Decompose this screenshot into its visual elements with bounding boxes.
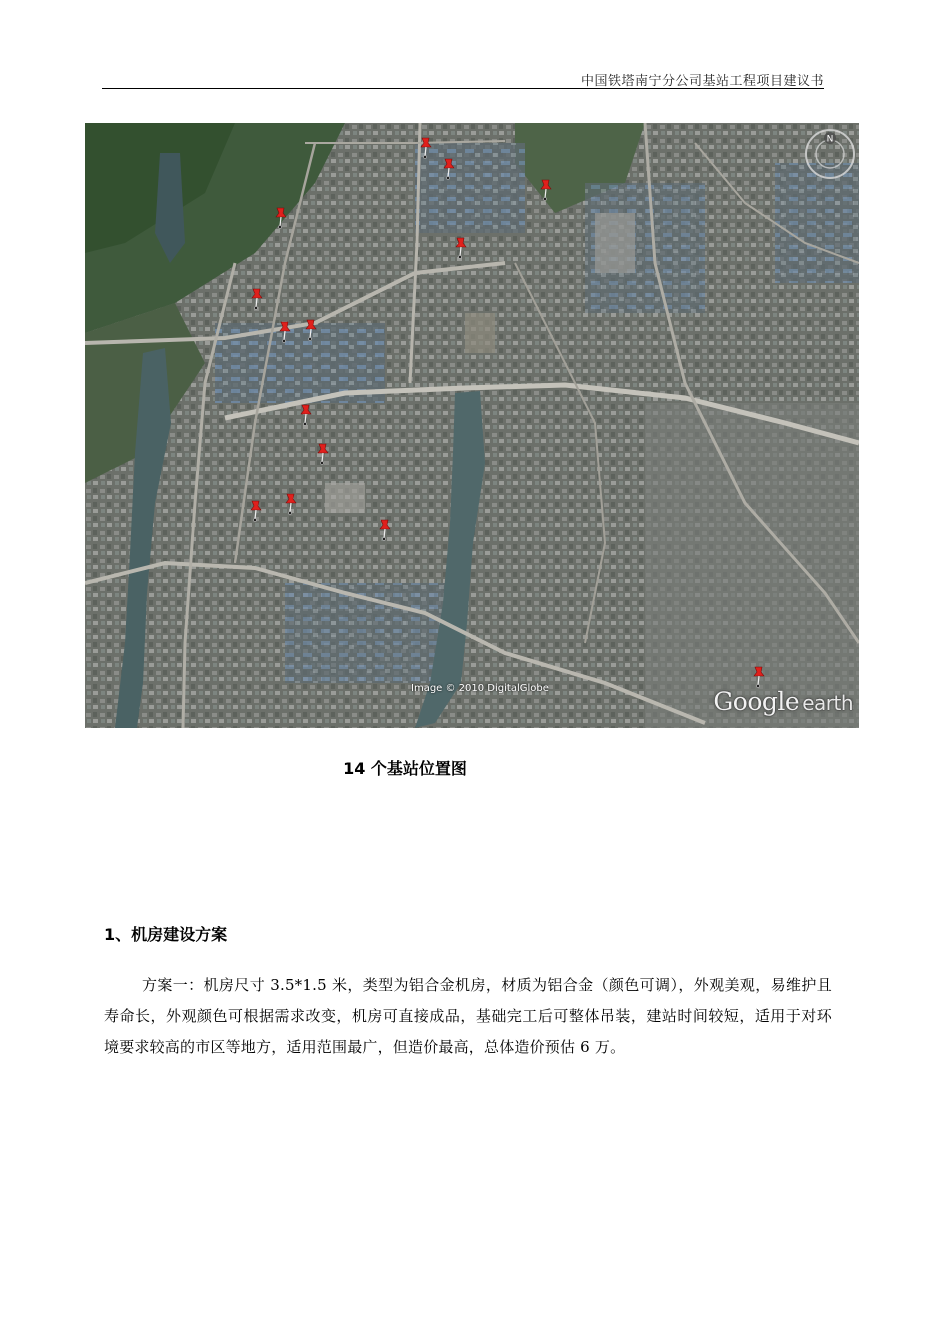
google-earth-logo — [713, 687, 853, 716]
body-paragraph: 方案一：机房尺寸 3.5*1.5 米，类型为铝合金机房，材质为铝合金（颜色可调），外观美观，易维护且寿命长，外观颜色可根据需求改变，机房可直接成品，基础完工后可整体吊装，建站时间较短，适用于对环境要求较高的市区等地方，适用范围最广，但造价最高，总体造价预估 6 万。 — [104, 976, 832, 1056]
satellite-map-image — [85, 123, 859, 728]
pushpin-marker-icon[interactable] — [317, 443, 329, 465]
figure-caption: 14 个基站位置图 — [343, 759, 467, 778]
compass-north-label: N — [826, 134, 834, 145]
page-header-title: 中国铁塔南宁分公司基站工程项目建议书 — [580, 74, 824, 89]
pushpin-marker-icon[interactable] — [305, 319, 317, 341]
image-credit: Image © 2010 DigitalGlobe — [411, 683, 549, 694]
pushpin-marker-icon[interactable] — [379, 519, 391, 541]
pushpin-marker-icon[interactable] — [300, 404, 312, 426]
pushpin-marker-icon[interactable] — [279, 321, 291, 343]
pushpin-marker-icon[interactable] — [251, 288, 263, 310]
logo-google-text: Google — [713, 687, 800, 716]
logo-earth-text: earth — [802, 691, 853, 715]
pushpin-marker-icon[interactable] — [275, 207, 287, 229]
section-heading: 1、机房建设方案 — [104, 925, 228, 944]
pushpin-marker-icon[interactable] — [420, 137, 432, 159]
pushpin-marker-icon[interactable] — [443, 158, 455, 180]
compass-icon[interactable] — [803, 127, 857, 181]
pushpin-marker-icon[interactable] — [540, 179, 552, 201]
pushpin-marker-icon[interactable] — [753, 666, 765, 688]
pushpin-marker-icon[interactable] — [455, 237, 467, 259]
pushpin-marker-icon[interactable] — [250, 500, 262, 522]
pushpin-marker-icon[interactable] — [285, 493, 297, 515]
header-rule — [102, 88, 824, 89]
map-terrain — [85, 123, 859, 728]
